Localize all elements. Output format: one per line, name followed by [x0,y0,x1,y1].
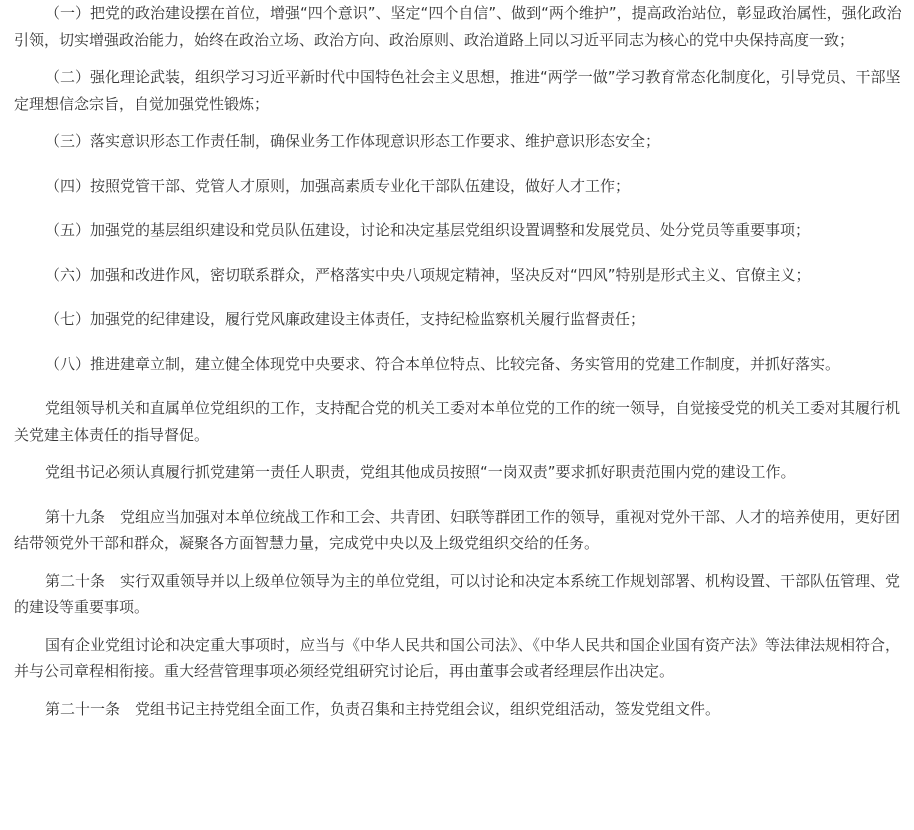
paragraph-state-enterprise: 国有企业党组讨论和决定重大事项时，应当与《中华人民共和国公司法》、《中华人民共和国企业国有资产法》等法律法规相符合，并与公司章程相衔接。重大经营管理事项必须经党组研究讨论后，再由董事会或者经理层作出决定。 [14,635,901,680]
paragraph-item-4: （四）按照党管干部、党管人才原则，加强高素质专业化干部队伍建设，做好人才工作； [45,176,631,195]
paragraph-item-8: （八）推进建章立制，建立健全体现党中央要求、符合本单位特点、比较完备、务实管用的党建工作制度，并抓好落实。 [45,354,841,373]
paragraph-item-5: （五）加强党的基层组织建设和党员队伍建设，讨论和决定基层党组织设置调整和发展党员、处分党员等重要事项； [45,221,811,239]
document-body [14,0,902,740]
paragraph-article-19: 第十九条 党组应当加强对本单位统战工作和工会、共青团、妇联等群团工作的领导，重视对党外干部、人才的培养使用，更好团结带领党外干部和群众，凝聚各方面智慧力量，完成党中央以及上级党组织交给的任务。 [14,507,901,552]
paragraph-item-3: （三）落实意识形态工作责任制，确保业务工作体现意识形态工作要求、维护意识形态安全； [45,132,661,150]
paragraph-item-7: （七）加强党的纪律建设，履行党风廉政建设主体责任，支持纪检监察机关履行监督责任； [45,310,646,328]
paragraph-secretary-duty: 党组书记必须认真履行抓党建第一责任人职责，党组其他成员按照“一岗双责”要求抓好职责范围内党的建设工作。 [45,463,796,481]
paragraph-item-1: （一）把党的政治建设摆在首位，增强“四个意识”、坚定“四个自信”、做到“两个维护”，提高政治站位，彰显政治属性，强化政治引领，切实增强政治能力，始终在政治立场、政治方向、政治原则、政治道路上同以习近平同志为核心的党中央保持高度一致； [14,4,902,49]
paragraph-item-2: （二）强化理论武装，组织学习习近平新时代中国特色社会主义思想，推进“两学一做”学习教育常态化制度化，引导党员、干部坚定理想信念宗旨，自觉加强党性锻炼； [14,68,901,113]
paragraph-article-20: 第二十条 实行双重领导并以上级单位领导为主的单位党组，可以讨论和决定本系统工作规划部署、机构设置、干部队伍管理、党的建设等重要事项。 [14,571,901,616]
paragraph-article-21: 第二十一条 党组书记主持党组全面工作，负责召集和主持党组会议，组织党组活动，签发党组文件。 [45,699,721,718]
paragraph-leadership: 党组领导机关和直属单位党组织的工作，支持配合党的机关工委对本单位党的工作的统一领导，自觉接受党的机关工委对其履行机关党建主体责任的指导督促。 [14,399,901,444]
paragraph-item-6: （六）加强和改进作风，密切联系群众，严格落实中央八项规定精神，坚决反对“四风”特别是形式主义、官僚主义； [45,265,811,284]
